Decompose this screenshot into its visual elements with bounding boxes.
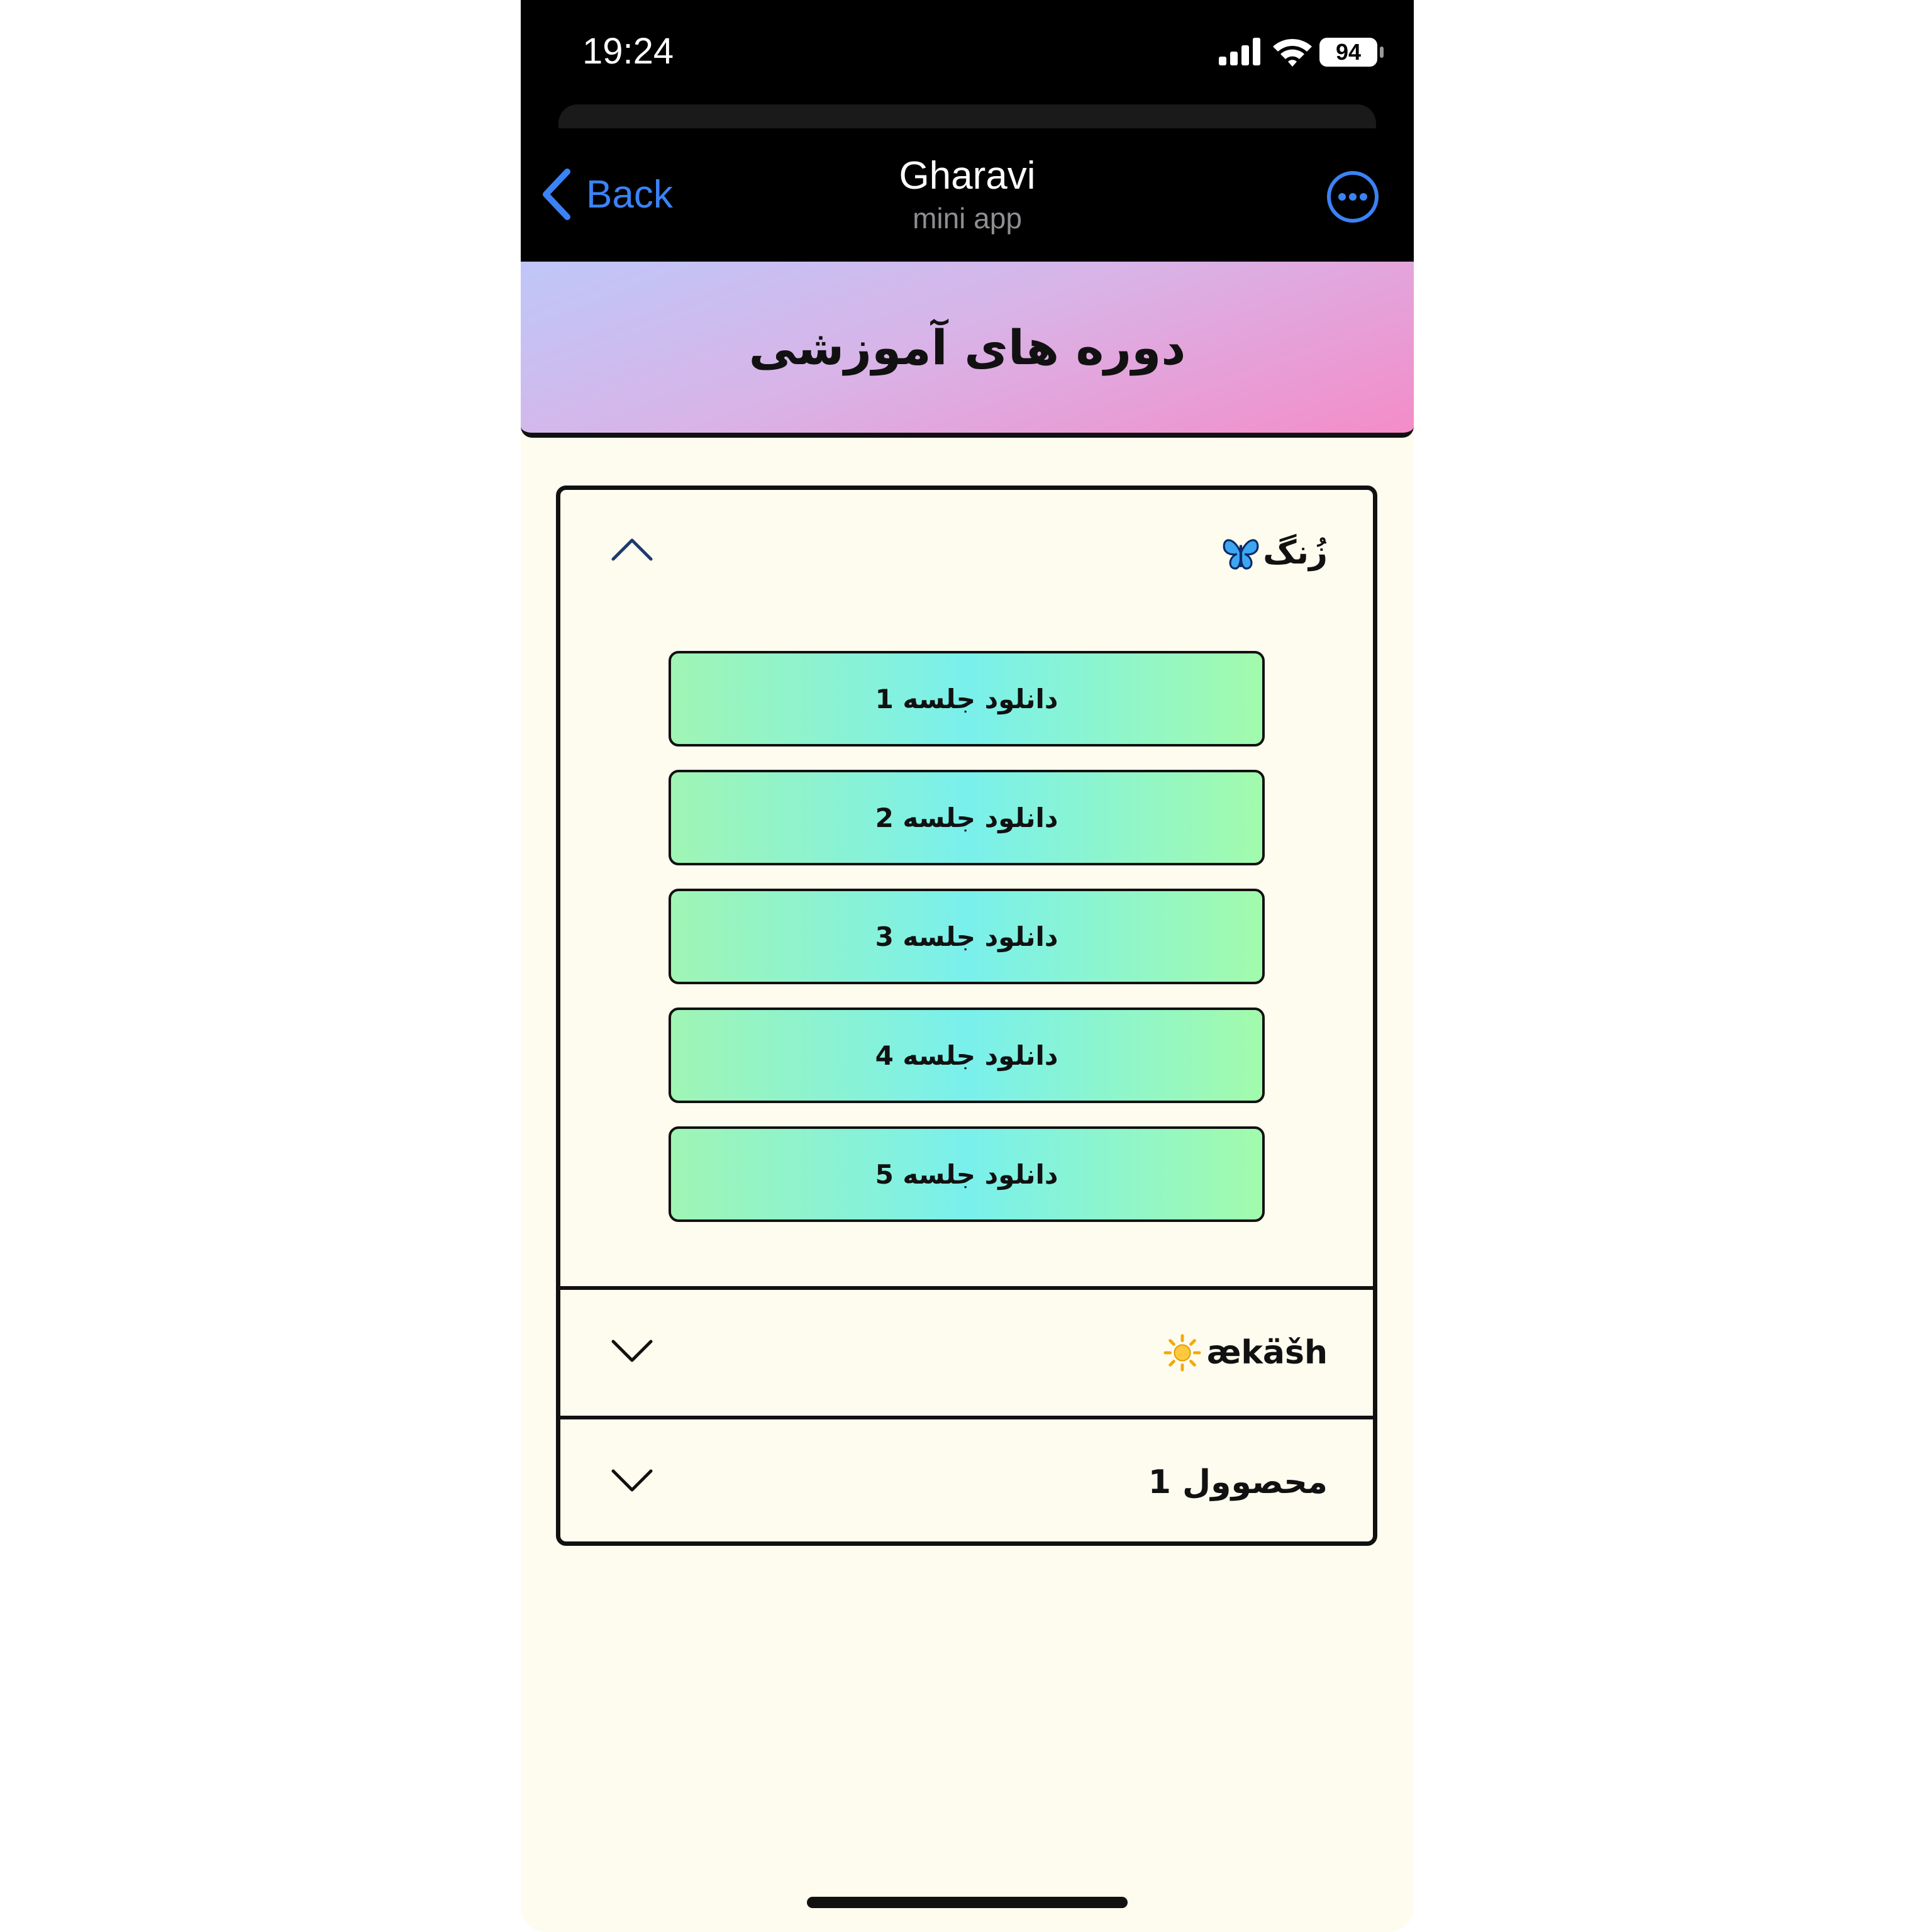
phone-screen (521, 0, 1414, 1932)
download-list (669, 651, 1265, 1245)
download-session-1-button[interactable]: دانلود جلسه 1 (669, 651, 1265, 747)
download-session-4-button[interactable]: دانلود جلسه 4 (669, 1008, 1265, 1103)
accordion-label-text: محصوول 1 (1148, 1463, 1328, 1501)
download-session-3-button[interactable]: دانلود جلسه 3 (669, 889, 1265, 984)
page-banner (521, 262, 1414, 438)
accordion-item (560, 1419, 1373, 1541)
butterfly-icon (1221, 533, 1260, 572)
chevron-down-icon[interactable] (609, 1335, 655, 1365)
accordion-label (1148, 1457, 1328, 1507)
sun-icon (1163, 1333, 1202, 1372)
nav-title: Gharavi (899, 154, 1036, 197)
chevron-down-icon[interactable] (609, 1465, 655, 1495)
accordion-item (560, 490, 1373, 1290)
battery-tip (1380, 47, 1384, 58)
more-options-icon[interactable] (1326, 170, 1380, 224)
accordion-header[interactable] (560, 1419, 1373, 1545)
accordion-label-text: ækäšh (1206, 1334, 1328, 1372)
accordion-header[interactable] (560, 1290, 1373, 1416)
home-indicator (807, 1897, 1128, 1908)
accordion-header[interactable] (560, 490, 1373, 616)
nav-subtitle: mini app (913, 202, 1022, 235)
courses-accordion (556, 486, 1377, 1546)
sheet-handle-bar (558, 104, 1376, 130)
signal-icon (1219, 38, 1263, 65)
download-session-5-button[interactable]: دانلود جلسه 5 (669, 1126, 1265, 1222)
accordion-label-text: زُنگ (1263, 534, 1328, 572)
status-time: 19:24 (582, 31, 674, 72)
page-title: دوره های آموزشی (748, 319, 1186, 375)
battery-icon: 94 (1319, 38, 1377, 67)
chevron-up-icon[interactable] (609, 534, 655, 564)
download-session-2-button[interactable]: دانلود جلسه 2 (669, 770, 1265, 865)
accordion-item (560, 1290, 1373, 1419)
accordion-label (1163, 1328, 1328, 1378)
nav-bar (521, 128, 1414, 263)
accordion-label (1221, 528, 1328, 578)
back-label: Back (586, 172, 673, 216)
status-bar (521, 0, 1414, 132)
wifi-icon (1270, 35, 1314, 68)
